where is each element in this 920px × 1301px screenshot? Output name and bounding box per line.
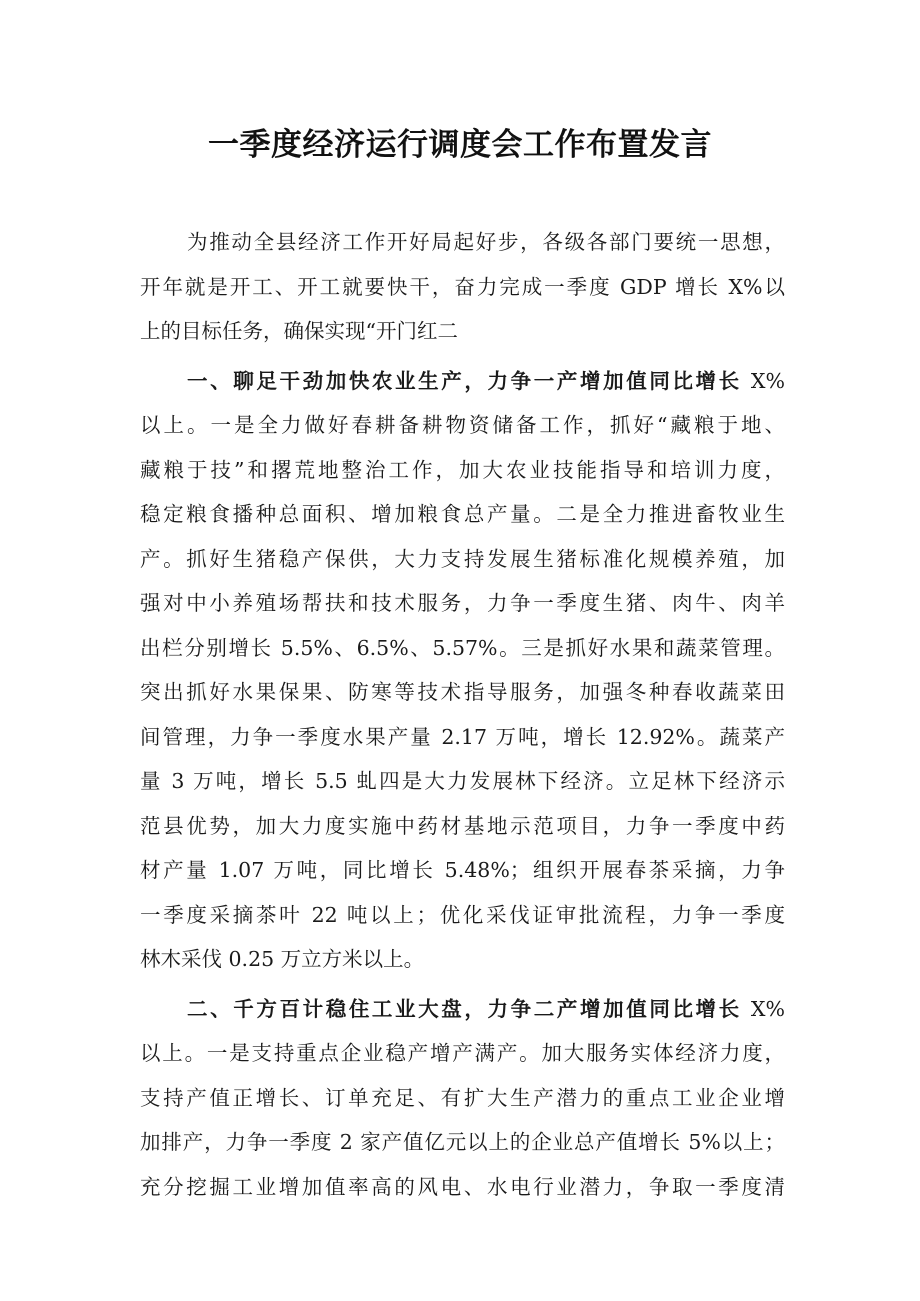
section-heading-line	[140, 359, 785, 404]
document-title: 一季度经济运行调度会工作布置发言	[208, 127, 712, 163]
paragraph-line: 范县优势，加大力度实施中药材基地示范项目，力争一季度中药	[140, 813, 785, 838]
paragraph-line: 林木采伐 0.25 万立方米以上。	[140, 947, 425, 971]
paragraph-line: 产。抓好生猪稳产保供，大力支持发展生猪标准化规模养殖，加	[140, 546, 785, 571]
paragraph-line: 支持产值正增长、订单充足、有扩大生产潜力的重点工业企业增	[140, 1085, 785, 1110]
section-heading-tail: X%	[741, 368, 786, 393]
paragraph-line: 以上。一是全力做好春耕备耕物资储备工作，抓好“藏粮于地、	[140, 413, 785, 437]
paragraph-line: 为推动全县经济工作开好局起好步，各级各部门要统一思想，	[187, 230, 785, 254]
paragraph-line: 稳定粮食播种总面积、增加粮食总产量。二是全力推进畜牧业生	[140, 502, 785, 526]
paragraph-line: 开年就是开工、开工就要快干，奋力完成一季度 GDP 增长 X%以	[140, 274, 785, 299]
paragraph-line: 藏粮于技”和撂荒地整治工作，加大农业技能指导和培训力度，	[140, 457, 785, 482]
paragraph-line: 充分挖掘工业增加值率高的风电、水电行业潜力，争取一季度清	[140, 1174, 785, 1199]
paragraph-line: 强对中小养殖场帮扶和技术服务，力争一季度生猪、肉牛、肉羊	[140, 591, 785, 615]
paragraph-line: 间管理，力争一季度水果产量 2.17 万吨，增长 12.92%。蔬菜产	[140, 724, 785, 749]
paragraph-line: 量 3 万吨，增长 5.5 虬四是大力发展林下经济。立足林下经济示	[140, 769, 785, 793]
paragraph-line: 加排产，力争一季度 2 家产值亿元以上的企业总产值增长 5%以上；	[140, 1130, 785, 1154]
paragraph-line: 出栏分别增长 5.5%、6.5%、5.57%。三是抓好水果和蔬菜管理。	[140, 635, 785, 660]
document-body	[140, 220, 785, 1209]
paragraph-line: 一季度采摘茶叶 22 吨以上；优化采伐证审批流程，力争一季度	[140, 902, 785, 927]
section-heading: 二、千方百计稳住工业大盘，力争二产增加值同比增长	[187, 996, 742, 1021]
section-heading-tail: X%	[741, 996, 786, 1021]
paragraph-line: 材产量 1.07 万吨，同比增长 5.48%；组织开展春茶采摘，力争	[140, 858, 785, 882]
section-heading-line	[140, 987, 785, 1032]
paragraph-line: 上的目标任务，确保实现“开门红二	[140, 319, 458, 343]
paragraph-line: 以上。一是支持重点企业稳产增产满产。加大服务实体经济力度，	[140, 1041, 785, 1065]
paragraph-line: 突出抓好水果保果、防寒等技术指导服务，加强冬种春收蔬菜田	[140, 680, 785, 704]
section-heading: 一、聊足干劲加快农业生产，力争一产增加值同比增长	[187, 368, 742, 393]
